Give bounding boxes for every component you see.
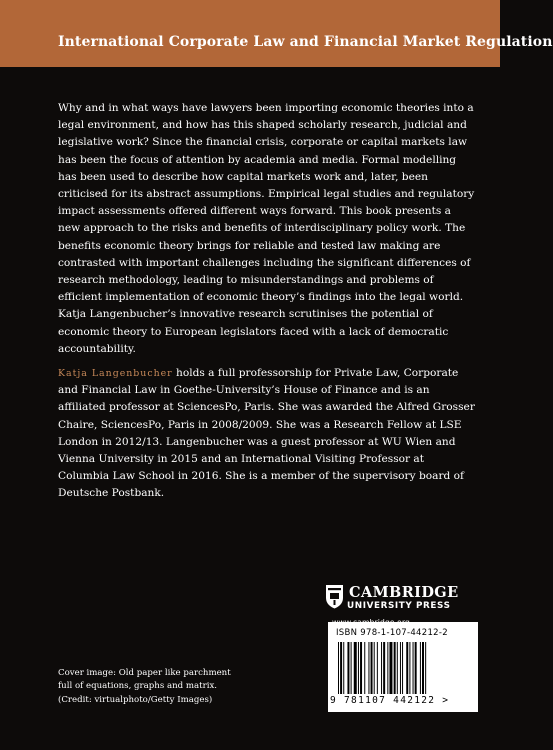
credit-line-3: (Credit: virtualphoto/Getty Images) (58, 694, 213, 705)
series-title: International Corporate Law and Financial Market Regulation (58, 34, 553, 50)
series-band (0, 0, 553, 67)
isbn-barcode (328, 622, 478, 712)
barcode-digits: 9 781107 442122 > (330, 695, 450, 706)
credit-line-1: Cover image: Old paper like parchment (58, 668, 231, 678)
author-name: Katja Langenbucher (58, 368, 173, 379)
cover-image-credit (58, 667, 248, 707)
publisher-subtitle: UNIVERSITY PRESS (347, 601, 451, 611)
author-bio (58, 365, 476, 503)
credit-line-2: full of equations, graphs and matrix. (58, 681, 218, 692)
book-description: Why and in what ways have lawyers been importing economic theories into a legal environment, and how has this shaped scholarly research, judicial and legislative work? Since the financial crisis, corporate or capital markets law has been the focus of attention by academia and media. Formal modelling has been used to describe how capital markets work and, later, been criticised for its abstract assumptions. Empirical legal studies and regulatory impact assessments offered different ways forward. This book presents a new approach to the risks and benefits of interdisciplinary policy work. The benefits economic theory brings for reliable and tested law making are contrasted with important challenges including the significant differences of research methodology, leading to misunderstandings and problems of efficient implementation of economic theory’s findings into the legal world. Katja Langenbucher’s innovative research scrutinises the potential of economic theory to European legislators faced with a lack of democratic accountability. (58, 102, 475, 355)
barcode-bars (338, 642, 468, 694)
isbn-label: ISBN 978-1-107-44212-2 (336, 628, 448, 638)
author-bio-text: holds a full professorship for Private Law, Corporate and Financial Law in Goethe-University’s House of Finance and is an affiliated professor at SciencesPo, Paris. She was awarded the Alfred Grosser Chaire, SciencesPo, Paris in 2008/2009. She was a Research Fellow at LSE London in 2012/13. Langenbucher was a guest professor at WU Wien and Vienna University in 2015 and an International Visiting Professor at Columbia Law School in 2016. She is a member of the supervisory board of Deutsche Postbank. (58, 367, 475, 500)
publisher-name: CAMBRIDGE (349, 584, 459, 601)
university-shield-icon (325, 584, 344, 609)
